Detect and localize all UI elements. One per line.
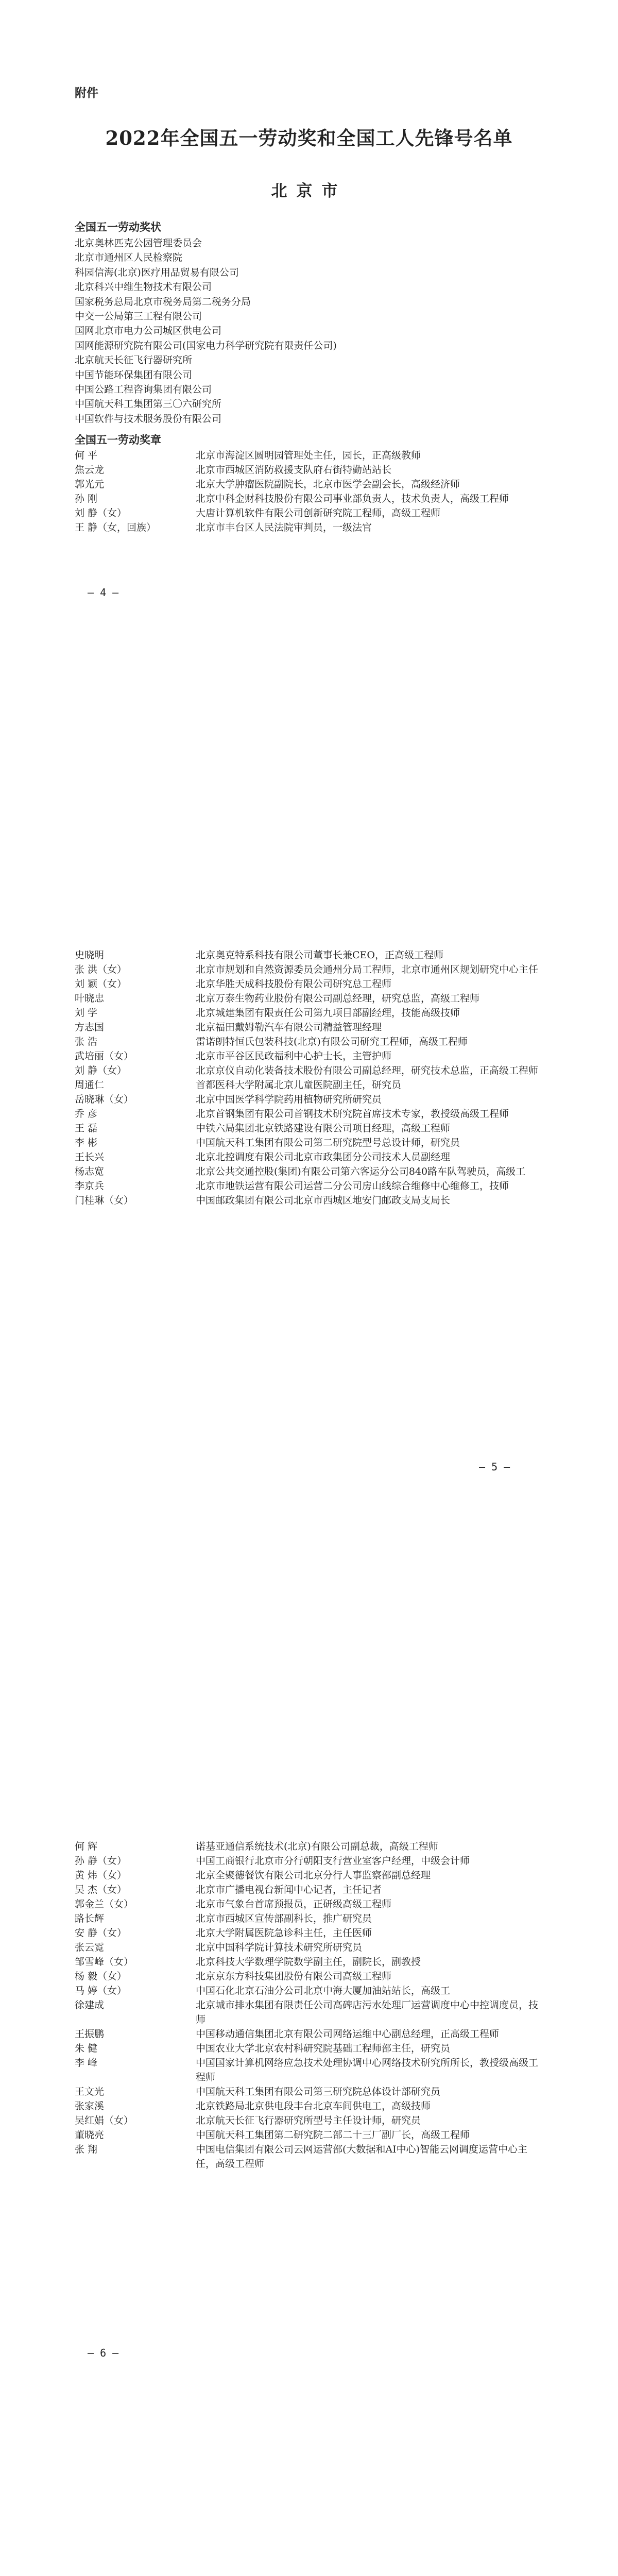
person-name: 李 彬 bbox=[75, 1137, 98, 1148]
person-row bbox=[75, 2142, 543, 2171]
person-name: 黄 炜（女） bbox=[75, 1870, 127, 1881]
person-name: 刘 静（女） bbox=[75, 507, 127, 519]
person-name: 史晓明 bbox=[75, 950, 105, 961]
labor-award-heading: 全国五一劳动奖状 bbox=[75, 221, 161, 233]
person-name: 吴 杰（女） bbox=[75, 1884, 127, 1895]
person-name: 路长辉 bbox=[75, 1913, 105, 1924]
person-name: 武培丽（女） bbox=[75, 1050, 134, 1062]
person-description: 北京京东方科技集团股份有限公司高级工程师 bbox=[196, 1971, 392, 1982]
person-description: 北京北控调度有限公司北京市政集团分公司技术人员副经理 bbox=[196, 1151, 451, 1163]
person-name: 叶晓忠 bbox=[75, 993, 105, 1004]
person-row bbox=[75, 1940, 543, 1955]
person-name: 乔 彦 bbox=[75, 1108, 98, 1120]
person-description: 北京市西城区宣传部副科长，推广研究员 bbox=[196, 1913, 372, 1924]
person-description: 北京城市排水集团有限责任公司高碑店污水处理厂运营调度中心中控调度员，技师 bbox=[196, 1999, 539, 2025]
person-name: 刘 学 bbox=[75, 1007, 98, 1019]
person-description: 雷诺朗特恒氏包装科技(北京)有限公司研究工程师，高级工程师 bbox=[196, 1036, 468, 1047]
person-name: 王长兴 bbox=[75, 1151, 105, 1163]
person-name: 刘 颖（女） bbox=[75, 978, 127, 990]
person-row bbox=[75, 1092, 543, 1107]
person-description: 北京华胜天成科技股份有限公司研究总工程师 bbox=[196, 978, 392, 990]
person-row bbox=[75, 977, 543, 991]
person-description: 诺基亚通信系统技术(北京)有限公司副总裁，高级工程师 bbox=[196, 1841, 438, 1852]
medal-list-page-4 bbox=[75, 448, 543, 535]
person-description: 北京市地铁运营有限公司运营二分公司房山线综合维修中心维修工，技师 bbox=[196, 1180, 509, 1192]
person-row bbox=[75, 1179, 543, 1193]
person-description: 中国国家计算机网络应急技术处理协调中心网络技术研究所所长，教授级高级工程师 bbox=[196, 2057, 539, 2083]
person-row bbox=[75, 2113, 543, 2128]
person-description: 北京城建集团有限责任公司第九项目部副经理，技能高级技师 bbox=[196, 1007, 460, 1019]
attachment-label: 附件 bbox=[75, 87, 98, 100]
person-description: 首都医科大学附属北京儿童医院副主任，研究员 bbox=[196, 1079, 402, 1091]
person-description: 北京中科金财科技股份有限公司事业部负责人，技术负责人，高级工程师 bbox=[196, 493, 509, 504]
person-name: 孙 刚 bbox=[75, 493, 98, 504]
person-name: 王振鹏 bbox=[75, 2028, 105, 2040]
person-description: 北京京仪自动化装备技术股份有限公司副总经理，研究技术总监，正高级工程师 bbox=[196, 1065, 539, 1076]
person-name: 焦云龙 bbox=[75, 464, 105, 476]
labor-award-list bbox=[75, 236, 337, 426]
person-name: 岳晓琳（女） bbox=[75, 1094, 134, 1105]
list-item: 北京奥林匹克公园管理委员会 bbox=[75, 238, 202, 249]
person-row bbox=[75, 1107, 543, 1121]
person-description: 北京市西城区消防救援支队府右街特勤站站长 bbox=[196, 464, 392, 476]
person-name: 张云霓 bbox=[75, 1942, 105, 1953]
person-name: 何 辉 bbox=[75, 1841, 98, 1852]
person-description: 北京市规划和自然资源委员会通州分局工程师，北京市通州区规划研究中心主任 bbox=[196, 964, 539, 975]
person-description: 北京中国医学科学院药用植物研究所研究员 bbox=[196, 1094, 382, 1105]
page-number: — 5 — bbox=[479, 1461, 510, 1473]
person-description: 中国航天科工集团第二研究院二部二十三厂副厂长，高级工程师 bbox=[196, 2129, 470, 2141]
person-row bbox=[75, 1164, 543, 1179]
person-row bbox=[75, 2056, 543, 2084]
person-row bbox=[75, 962, 543, 977]
page-number: — 6 — bbox=[88, 2347, 119, 2359]
person-description: 北京铁路局北京供电段丰台北京车间供电工，高级技师 bbox=[196, 2100, 431, 2112]
person-description: 北京市平谷区民政福利中心护士长，主管护师 bbox=[196, 1050, 392, 1062]
person-name: 吴红娟（女） bbox=[75, 2115, 134, 2126]
person-description: 中国石化北京石油分公司北京中海大厦加油站站长，高级工 bbox=[196, 1985, 451, 1996]
person-name: 郭金兰（女） bbox=[75, 1899, 134, 1910]
person-row bbox=[75, 1150, 543, 1164]
person-name: 杨志宽 bbox=[75, 1166, 105, 1177]
person-name: 王 静（女，回族） bbox=[75, 522, 157, 533]
person-row bbox=[75, 1955, 543, 1969]
person-row bbox=[75, 1078, 543, 1092]
person-row bbox=[75, 463, 543, 477]
labor-medal-heading: 全国五一劳动奖章 bbox=[75, 434, 161, 446]
person-description: 中国农业大学北京农村科研究院基础工程师部主任，研究员 bbox=[196, 2043, 451, 2054]
person-row bbox=[75, 1998, 543, 2027]
person-name: 周通仁 bbox=[75, 1079, 105, 1091]
person-name: 何 平 bbox=[75, 450, 98, 461]
person-row bbox=[75, 1883, 543, 1897]
list-item: 科园信海(北京)医疗用品贸易有限公司 bbox=[75, 266, 239, 278]
person-description: 北京公共交通控股(集团)有限公司第六客运分公司840路车队驾驶员，高级工 bbox=[196, 1166, 526, 1177]
person-name: 朱 健 bbox=[75, 2043, 98, 2054]
list-item: 中国航天科工集团第三〇六研究所 bbox=[75, 398, 222, 410]
person-name: 李京兵 bbox=[75, 1180, 105, 1192]
list-item: 国家税务总局北京市税务局第二税务分局 bbox=[75, 296, 251, 308]
list-item: 中国节能环保集团有限公司 bbox=[75, 369, 193, 381]
person-description: 北京全聚德餐饮有限公司北京分行人事监察部副总经理 bbox=[196, 1870, 431, 1881]
medal-list-page-5 bbox=[75, 948, 543, 1208]
person-name: 王文光 bbox=[75, 2086, 105, 2097]
person-description: 北京市气象台首席预报员，正研级高级工程师 bbox=[196, 1899, 392, 1910]
person-name: 邹雪峰（女） bbox=[75, 1956, 134, 1968]
list-item: 中交一公局第三工程有限公司 bbox=[75, 310, 202, 322]
person-row bbox=[75, 1049, 543, 1063]
person-name: 刘 静（女） bbox=[75, 1065, 127, 1076]
person-row bbox=[75, 1035, 543, 1049]
person-description: 北京市海淀区圆明园管理处主任，园长，正高级教师 bbox=[196, 450, 421, 461]
person-name: 方志国 bbox=[75, 1022, 105, 1033]
person-row bbox=[75, 2027, 543, 2041]
list-item: 北京航天长征飞行器研究所 bbox=[75, 354, 193, 366]
person-row bbox=[75, 1854, 543, 1868]
person-name: 郭光元 bbox=[75, 479, 105, 490]
person-description: 中国航天科工集团有限公司第三研究院总体设计部研究员 bbox=[196, 2086, 441, 2097]
medal-list-page-6 bbox=[75, 1839, 543, 2171]
page-number: — 4 — bbox=[88, 586, 119, 599]
person-row bbox=[75, 1121, 543, 1136]
person-description: 大唐计算机软件有限公司创新研究院工程师，高级工程师 bbox=[196, 507, 441, 519]
person-description: 北京市广播电视台新闻中心记者，主任记者 bbox=[196, 1884, 382, 1895]
person-name: 王 磊 bbox=[75, 1123, 98, 1134]
person-description: 北京首钢集团有限公司首钢技术研究院首席技术专家，教授级高级工程师 bbox=[196, 1108, 509, 1120]
person-description: 中国移动通信集团北京有限公司网络运维中心副总经理，正高级工程师 bbox=[196, 2028, 500, 2040]
document-title: 2022年全国五一劳动奖和全国工人先锋号名单 bbox=[105, 127, 513, 149]
person-name: 马 婷（女） bbox=[75, 1985, 127, 1996]
person-row bbox=[75, 2128, 543, 2142]
person-row bbox=[75, 991, 543, 1006]
person-name: 杨 毅（女） bbox=[75, 1971, 127, 1982]
list-item: 北京市通州区人民检察院 bbox=[75, 252, 183, 264]
person-description: 北京科技大学数理学院数学副主任，副院长，副教授 bbox=[196, 1956, 421, 1968]
person-description: 北京万泰生物药业股份有限公司副总经理，研究总监，高级工程师 bbox=[196, 993, 480, 1004]
person-row bbox=[75, 448, 543, 463]
list-item: 中国公路工程咨询集团有限公司 bbox=[75, 383, 212, 395]
person-row bbox=[75, 1911, 543, 1926]
person-name: 门桂琳（女） bbox=[75, 1195, 134, 1206]
region-heading: 北京市 bbox=[271, 182, 347, 200]
person-description: 北京大学附属医院急诊科主任，主任医师 bbox=[196, 1927, 372, 1939]
person-row bbox=[75, 1063, 543, 1078]
person-name: 张 翔 bbox=[75, 2144, 98, 2155]
person-name: 徐建成 bbox=[75, 1999, 105, 2011]
person-row bbox=[75, 1984, 543, 1998]
person-description: 中国航天科工集团有限公司第二研究院型号总设计师，研究员 bbox=[196, 1137, 460, 1148]
list-item: 国网北京市电力公司城区供电公司 bbox=[75, 325, 222, 337]
person-description: 北京航天长征飞行器研究所型号主任设计师，研究员 bbox=[196, 2115, 421, 2126]
person-row bbox=[75, 506, 543, 520]
person-description: 中国电信集团有限公司云网运营部(大数据和AI中心)智能云网调度运营中心主任，高级工程师 bbox=[196, 2144, 528, 2170]
person-name: 安 静（女） bbox=[75, 1927, 127, 1939]
person-row bbox=[75, 520, 543, 535]
person-row bbox=[75, 948, 543, 962]
list-item: 中国软件与技术服务股份有限公司 bbox=[75, 413, 222, 425]
person-description: 中国邮政集团有限公司北京市西城区地安门邮政支局支局长 bbox=[196, 1195, 451, 1206]
person-row bbox=[75, 1839, 543, 1854]
person-name: 张家溪 bbox=[75, 2100, 105, 2112]
person-name: 董晓亮 bbox=[75, 2129, 105, 2141]
person-name: 李 峰 bbox=[75, 2057, 98, 2069]
person-description: 中铁六局集团北京铁路建设有限公司项目经理，高级工程师 bbox=[196, 1123, 451, 1134]
person-row bbox=[75, 1969, 543, 1984]
person-row bbox=[75, 1020, 543, 1035]
person-name: 孙 静（女） bbox=[75, 1855, 127, 1867]
person-row bbox=[75, 1926, 543, 1940]
person-row bbox=[75, 2041, 543, 2056]
person-description: 北京中国科学院计算技术研究所研究员 bbox=[196, 1942, 363, 1953]
person-row bbox=[75, 2084, 543, 2099]
person-row bbox=[75, 2099, 543, 2113]
person-row bbox=[75, 1193, 543, 1208]
person-row bbox=[75, 492, 543, 506]
person-row bbox=[75, 1868, 543, 1883]
person-description: 北京市丰台区人民法院审判员，一级法官 bbox=[196, 522, 372, 533]
person-description: 北京大学肿瘤医院副院长，北京市医学会副会长，高级经济师 bbox=[196, 479, 460, 490]
list-item: 北京科兴中维生物技术有限公司 bbox=[75, 281, 212, 293]
person-row bbox=[75, 1897, 543, 1911]
person-description: 中国工商银行北京市分行朝阳支行营业室客户经理，中级会计师 bbox=[196, 1855, 470, 1867]
person-row bbox=[75, 1136, 543, 1150]
person-name: 张 浩 bbox=[75, 1036, 98, 1047]
person-row bbox=[75, 477, 543, 492]
person-name: 张 洪（女） bbox=[75, 964, 127, 975]
person-description: 北京奥克特系科技有限公司董事长兼CEO，正高级工程师 bbox=[196, 950, 443, 961]
list-item: 国网能源研究院有限公司(国家电力科学研究院有限责任公司) bbox=[75, 340, 337, 351]
person-row bbox=[75, 1006, 543, 1020]
person-description: 北京福田戴姆勒汽车有限公司精益管理经理 bbox=[196, 1022, 382, 1033]
